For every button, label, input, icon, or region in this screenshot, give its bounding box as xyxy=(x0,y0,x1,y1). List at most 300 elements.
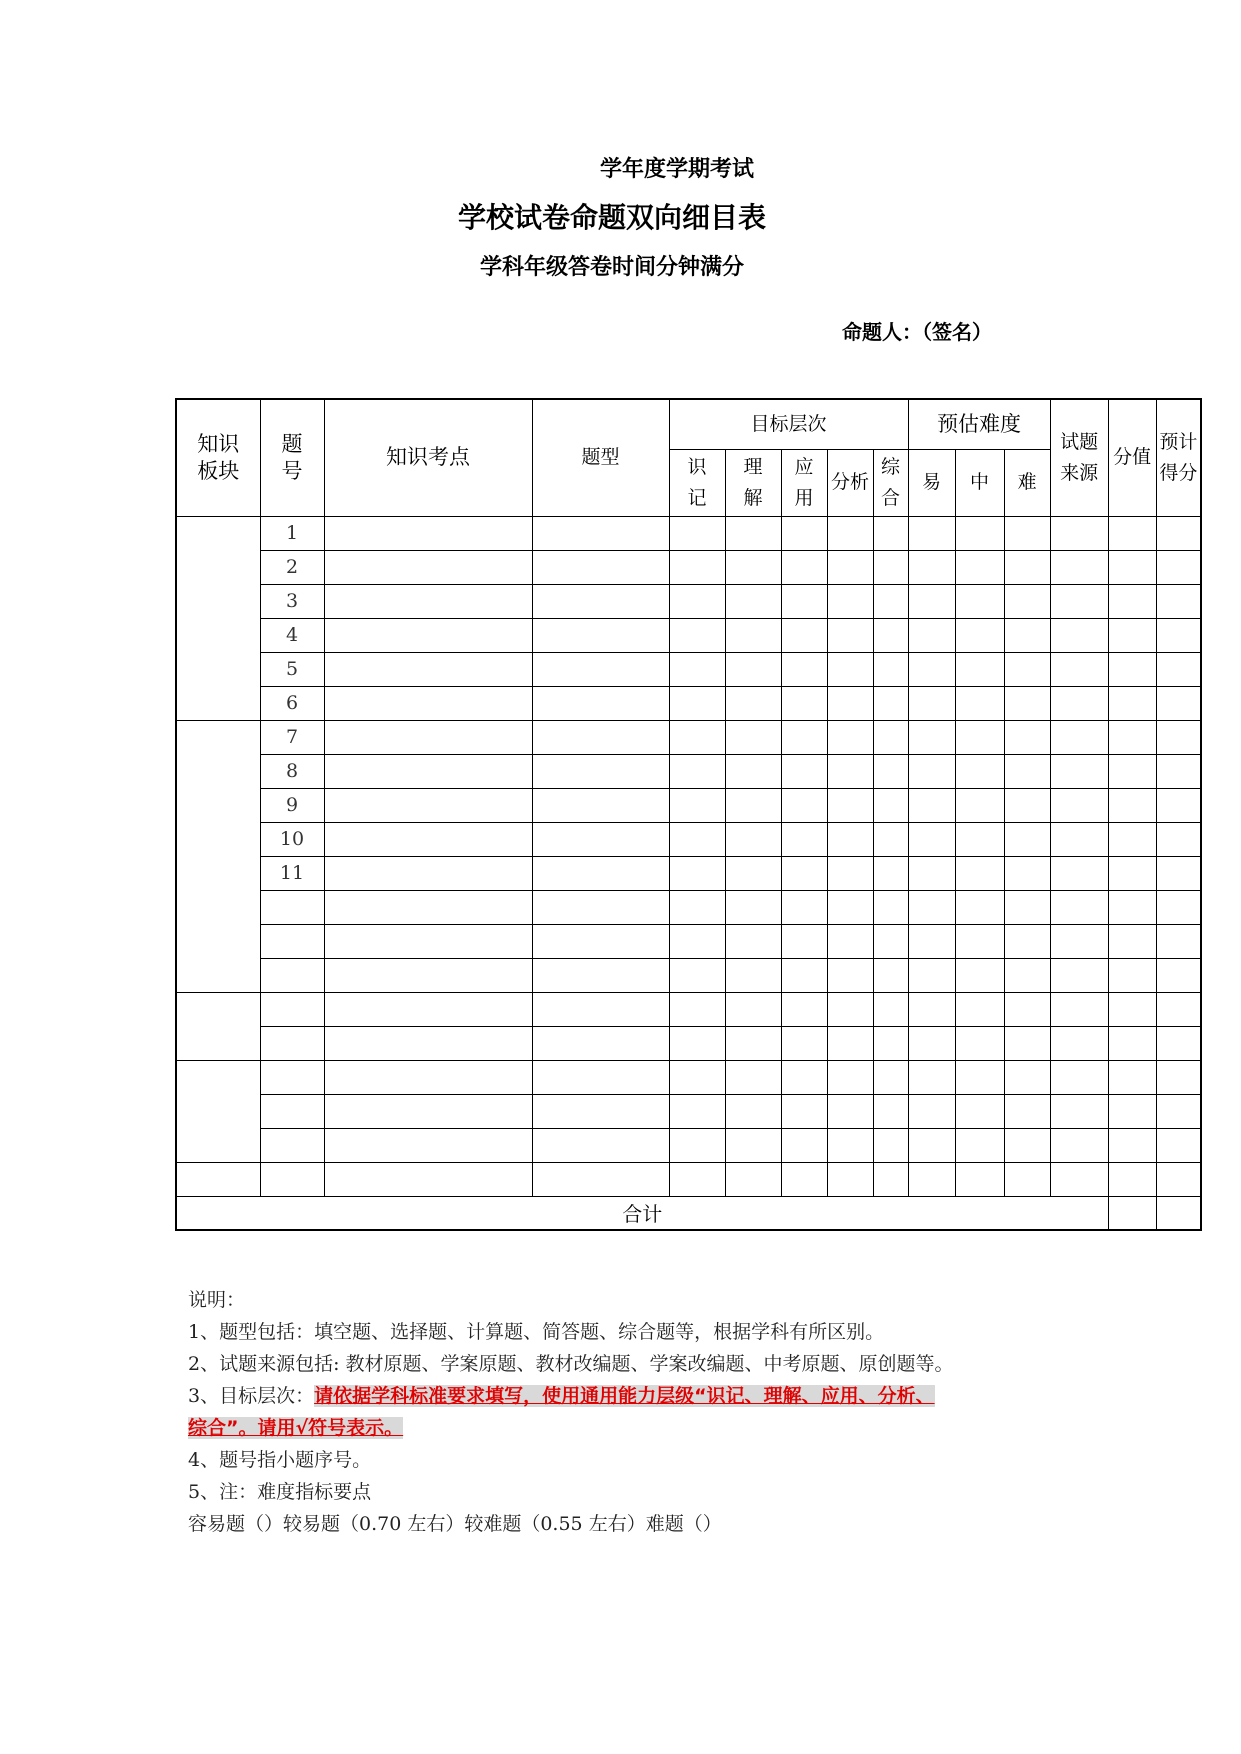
table-cell xyxy=(324,822,532,856)
table-cell xyxy=(669,822,725,856)
table-cell xyxy=(1050,516,1108,550)
table-cell xyxy=(781,1026,827,1060)
table-cell xyxy=(827,788,873,822)
table-cell xyxy=(1156,890,1201,924)
table-cell xyxy=(324,924,532,958)
question-number-cell xyxy=(260,1094,324,1128)
note-2: 2、试题来源包括: 教材原题、学案原题、教材改编题、学案改编题、中考原题、原创题等。 xyxy=(188,1353,954,1375)
total-label: 合计 xyxy=(176,1196,1108,1230)
table-cell xyxy=(532,822,669,856)
table-cell xyxy=(725,1060,781,1094)
table-cell xyxy=(725,720,781,754)
table-cell xyxy=(827,924,873,958)
table-cell xyxy=(1004,584,1050,618)
table-cell xyxy=(1108,1060,1156,1094)
table-cell xyxy=(955,584,1004,618)
header-score: 分值 xyxy=(1108,399,1156,516)
table-cell xyxy=(324,686,532,720)
table-cell xyxy=(955,958,1004,992)
table-cell xyxy=(827,618,873,652)
question-number-cell: 4 xyxy=(260,618,324,652)
table-cell xyxy=(532,686,669,720)
header-question-no: 题号 xyxy=(260,399,324,516)
table-cell xyxy=(827,1026,873,1060)
header-difficulty: 预估难度 xyxy=(908,399,1050,449)
table-cell xyxy=(532,1162,669,1196)
question-number-cell: 9 xyxy=(260,788,324,822)
table-cell xyxy=(781,1128,827,1162)
table-cell xyxy=(1004,958,1050,992)
subject-info-line: 学科年级答卷时间分钟满分 xyxy=(480,255,745,280)
table-cell xyxy=(1108,618,1156,652)
table-cell xyxy=(532,1026,669,1060)
total-row xyxy=(176,1196,1201,1230)
table-title: 学校试卷命题双向细目表 xyxy=(458,201,767,234)
table-cell xyxy=(1004,1162,1050,1196)
table-cell xyxy=(1156,516,1201,550)
table-cell xyxy=(725,1026,781,1060)
table-cell xyxy=(908,1060,955,1094)
table-cell xyxy=(669,618,725,652)
table-cell xyxy=(955,1026,1004,1060)
table-cell xyxy=(827,652,873,686)
total-cell xyxy=(1156,1196,1201,1230)
table-cell xyxy=(1050,1026,1108,1060)
table-row xyxy=(176,754,1201,788)
table-cell xyxy=(1108,822,1156,856)
table-cell xyxy=(532,1060,669,1094)
table-cell xyxy=(781,516,827,550)
table-cell xyxy=(324,958,532,992)
question-number-cell xyxy=(260,1128,324,1162)
table-cell xyxy=(725,890,781,924)
table-cell xyxy=(669,550,725,584)
table-cell xyxy=(260,1162,324,1196)
table-cell xyxy=(725,550,781,584)
table-cell xyxy=(827,686,873,720)
table-cell xyxy=(725,1128,781,1162)
table-cell xyxy=(669,958,725,992)
table-cell xyxy=(1050,924,1108,958)
table-cell xyxy=(1108,992,1156,1026)
table-cell xyxy=(873,856,908,890)
table-cell xyxy=(532,1094,669,1128)
table-cell xyxy=(908,652,955,686)
table-cell xyxy=(781,652,827,686)
table-cell xyxy=(827,754,873,788)
table-cell xyxy=(532,924,669,958)
table-cell xyxy=(669,652,725,686)
table-cell xyxy=(1156,1060,1201,1094)
table-cell xyxy=(908,516,955,550)
question-number-cell xyxy=(260,1026,324,1060)
table-cell xyxy=(955,1128,1004,1162)
table-cell xyxy=(1050,958,1108,992)
table-cell xyxy=(669,754,725,788)
note-3 xyxy=(188,1380,1148,1412)
table-cell xyxy=(324,1094,532,1128)
table-cell xyxy=(669,992,725,1026)
table-cell xyxy=(873,652,908,686)
table-cell xyxy=(1108,516,1156,550)
header-question-type: 题型 xyxy=(532,399,669,516)
header-level-apply: 应用 xyxy=(781,449,827,516)
table-cell xyxy=(725,686,781,720)
table-cell xyxy=(1050,584,1108,618)
table-cell xyxy=(1004,1094,1050,1128)
table-cell xyxy=(1156,652,1201,686)
note-4: 4、题号指小题序号。 xyxy=(188,1449,372,1471)
question-number-cell xyxy=(176,1162,260,1196)
table-cell xyxy=(781,1162,827,1196)
table-cell xyxy=(781,890,827,924)
table-cell xyxy=(1108,1128,1156,1162)
table-cell xyxy=(1050,1060,1108,1094)
table-cell xyxy=(781,1094,827,1128)
header-knowledge-point: 知识考点 xyxy=(324,399,532,516)
table-cell xyxy=(908,788,955,822)
table-row xyxy=(176,1026,1201,1060)
table-cell xyxy=(781,754,827,788)
question-number-cell: 2 xyxy=(260,550,324,584)
question-number-cell: 5 xyxy=(260,652,324,686)
table-cell xyxy=(781,550,827,584)
exam-term-title: 学年度学期考试 xyxy=(600,157,755,182)
table-cell xyxy=(532,584,669,618)
table-cell xyxy=(725,618,781,652)
table-cell xyxy=(827,584,873,618)
table-cell xyxy=(1108,788,1156,822)
table-cell xyxy=(324,1128,532,1162)
table-cell xyxy=(725,822,781,856)
table-cell xyxy=(827,1094,873,1128)
table-row xyxy=(176,720,1201,754)
table-row xyxy=(176,856,1201,890)
table-cell xyxy=(1156,1094,1201,1128)
notes-section xyxy=(188,1284,1148,1540)
table-cell xyxy=(1156,618,1201,652)
table-cell xyxy=(725,788,781,822)
table-cell xyxy=(532,1128,669,1162)
table-cell xyxy=(1156,584,1201,618)
header-level-memorize: 识记 xyxy=(669,449,725,516)
table-row xyxy=(176,1060,1201,1094)
table-cell xyxy=(1004,890,1050,924)
table-row xyxy=(176,1162,1201,1196)
signer-line: 命题人：（签名） xyxy=(842,320,992,344)
table-cell xyxy=(1004,550,1050,584)
table-row xyxy=(176,652,1201,686)
note-5: 5、注：难度指标要点 xyxy=(188,1481,372,1503)
table-row xyxy=(176,788,1201,822)
table-cell xyxy=(324,720,532,754)
table-cell xyxy=(725,992,781,1026)
table-cell xyxy=(873,1060,908,1094)
table-cell xyxy=(1108,1026,1156,1060)
table-cell xyxy=(1156,720,1201,754)
question-number-cell xyxy=(260,992,324,1026)
table-cell xyxy=(1156,686,1201,720)
table-cell xyxy=(955,822,1004,856)
table-cell xyxy=(827,822,873,856)
table-cell xyxy=(827,890,873,924)
table-cell xyxy=(781,856,827,890)
table-cell xyxy=(955,1162,1004,1196)
table-cell xyxy=(1050,652,1108,686)
table-cell xyxy=(324,856,532,890)
question-number-cell xyxy=(260,958,324,992)
table-cell xyxy=(781,1060,827,1094)
table-cell xyxy=(955,856,1004,890)
table-cell xyxy=(781,992,827,1026)
table-cell xyxy=(1004,1128,1050,1162)
table-cell xyxy=(532,754,669,788)
table-cell xyxy=(827,1162,873,1196)
table-cell xyxy=(955,618,1004,652)
table-cell xyxy=(781,720,827,754)
table-cell xyxy=(908,992,955,1026)
table-cell xyxy=(324,1060,532,1094)
table-cell xyxy=(873,1162,908,1196)
table-cell xyxy=(324,890,532,924)
table-cell xyxy=(1108,890,1156,924)
table-cell xyxy=(1004,652,1050,686)
table-row xyxy=(176,618,1201,652)
table-cell xyxy=(669,1094,725,1128)
table-cell xyxy=(955,1094,1004,1128)
table-cell xyxy=(908,822,955,856)
question-number-cell: 10 xyxy=(260,822,324,856)
table-cell xyxy=(827,550,873,584)
header-diff-hard: 难 xyxy=(1004,449,1050,516)
table-cell xyxy=(873,958,908,992)
table-cell xyxy=(532,788,669,822)
header-diff-easy: 易 xyxy=(908,449,955,516)
table-cell xyxy=(908,720,955,754)
question-number-cell: 7 xyxy=(260,720,324,754)
table-cell xyxy=(1004,856,1050,890)
table-cell xyxy=(532,516,669,550)
table-cell xyxy=(725,924,781,958)
table-cell xyxy=(873,584,908,618)
table-cell xyxy=(669,890,725,924)
table-cell xyxy=(908,686,955,720)
table-cell xyxy=(781,788,827,822)
table-cell xyxy=(955,924,1004,958)
table-row xyxy=(176,584,1201,618)
specification-table xyxy=(175,398,1202,1231)
table-cell xyxy=(1108,754,1156,788)
table-cell xyxy=(873,1026,908,1060)
table-cell xyxy=(781,584,827,618)
table-cell xyxy=(324,992,532,1026)
note-6: 容易题（）较易题（0.70 左右）较难题（0.55 左右）难题（） xyxy=(188,1513,722,1535)
knowledge-block-cell xyxy=(176,1060,260,1162)
table-cell xyxy=(1108,584,1156,618)
table-cell xyxy=(1156,992,1201,1026)
table-cell xyxy=(1050,890,1108,924)
table-cell xyxy=(324,618,532,652)
table-cell xyxy=(669,584,725,618)
header-source: 试题来源 xyxy=(1050,399,1108,516)
header-level-synthesize: 综合 xyxy=(873,449,908,516)
table-cell xyxy=(1004,1026,1050,1060)
table-cell xyxy=(1156,958,1201,992)
table-cell xyxy=(955,992,1004,1026)
table-cell xyxy=(873,720,908,754)
table-cell xyxy=(1004,788,1050,822)
table-row xyxy=(176,924,1201,958)
question-number-cell: 6 xyxy=(260,686,324,720)
table-cell xyxy=(1050,686,1108,720)
table-cell xyxy=(532,856,669,890)
table-cell xyxy=(908,584,955,618)
table-cell xyxy=(532,652,669,686)
table-cell xyxy=(532,550,669,584)
table-cell xyxy=(1108,856,1156,890)
table-cell xyxy=(1108,924,1156,958)
header-level-analyze: 分析 xyxy=(827,449,873,516)
question-number-cell: 1 xyxy=(260,516,324,550)
table-row xyxy=(176,550,1201,584)
table-row xyxy=(176,516,1201,550)
table-cell xyxy=(781,686,827,720)
table-cell xyxy=(908,754,955,788)
table-cell xyxy=(827,856,873,890)
table-cell xyxy=(873,550,908,584)
table-cell xyxy=(725,652,781,686)
table-cell xyxy=(1050,1162,1108,1196)
total-cell xyxy=(1108,1196,1156,1230)
table-row xyxy=(176,1128,1201,1162)
table-cell xyxy=(908,1026,955,1060)
table-cell xyxy=(1156,788,1201,822)
question-number-cell: 8 xyxy=(260,754,324,788)
knowledge-block-cell xyxy=(176,720,260,992)
question-number-cell: 11 xyxy=(260,856,324,890)
table-cell xyxy=(827,1060,873,1094)
table-cell xyxy=(669,788,725,822)
table-cell xyxy=(669,856,725,890)
table-cell xyxy=(725,958,781,992)
table-cell xyxy=(725,584,781,618)
table-cell xyxy=(827,720,873,754)
table-cell xyxy=(908,924,955,958)
table-cell xyxy=(1004,754,1050,788)
table-cell xyxy=(1004,720,1050,754)
table-cell xyxy=(1004,686,1050,720)
knowledge-block-cell xyxy=(176,516,260,720)
table-cell xyxy=(908,550,955,584)
table-cell xyxy=(1108,1162,1156,1196)
table-cell xyxy=(1156,856,1201,890)
table-cell xyxy=(1050,1094,1108,1128)
table-cell xyxy=(669,1162,725,1196)
question-number-cell xyxy=(260,924,324,958)
table-cell xyxy=(827,516,873,550)
table-cell xyxy=(532,890,669,924)
table-cell xyxy=(873,890,908,924)
table-cell xyxy=(725,1162,781,1196)
table-row xyxy=(176,1094,1201,1128)
table-cell xyxy=(908,1094,955,1128)
header-expected-score: 预计得分 xyxy=(1156,399,1201,516)
table-cell xyxy=(1050,788,1108,822)
table-cell xyxy=(1108,686,1156,720)
table-cell xyxy=(1004,924,1050,958)
table-row xyxy=(176,890,1201,924)
table-cell xyxy=(1004,822,1050,856)
question-number-cell: 3 xyxy=(260,584,324,618)
table-row xyxy=(176,686,1201,720)
table-cell xyxy=(908,890,955,924)
table-cell xyxy=(908,618,955,652)
table-cell xyxy=(532,958,669,992)
table-cell xyxy=(669,924,725,958)
note-3-cont xyxy=(188,1412,1148,1444)
table-cell xyxy=(781,822,827,856)
table-cell xyxy=(781,924,827,958)
table-cell xyxy=(725,754,781,788)
table-cell xyxy=(1050,550,1108,584)
table-cell xyxy=(908,856,955,890)
table-cell xyxy=(1050,1128,1108,1162)
table-cell xyxy=(324,652,532,686)
table-cell xyxy=(1050,754,1108,788)
table-cell xyxy=(781,618,827,652)
table-cell xyxy=(324,550,532,584)
header-knowledge-block: 知识板块 xyxy=(176,399,260,516)
table-cell xyxy=(324,516,532,550)
table-cell xyxy=(1004,992,1050,1026)
table-cell xyxy=(908,958,955,992)
table-cell xyxy=(532,618,669,652)
table-cell xyxy=(1156,1128,1201,1162)
table-cell xyxy=(324,788,532,822)
notes-title: 说明： xyxy=(188,1289,246,1311)
table-row xyxy=(176,958,1201,992)
table-cell xyxy=(873,992,908,1026)
table-cell xyxy=(1050,856,1108,890)
table-cell xyxy=(873,754,908,788)
question-number-cell xyxy=(260,890,324,924)
table-cell xyxy=(1050,822,1108,856)
table-cell xyxy=(1050,720,1108,754)
table-cell xyxy=(908,1162,955,1196)
table-cell xyxy=(1156,754,1201,788)
table-cell xyxy=(1108,550,1156,584)
table-cell xyxy=(873,822,908,856)
table-cell xyxy=(955,788,1004,822)
table-cell xyxy=(1156,822,1201,856)
table-cell xyxy=(324,1162,532,1196)
table-cell xyxy=(955,720,1004,754)
table-cell xyxy=(873,1094,908,1128)
note-1: 1、题型包括：填空题、选择题、计算题、简答题、综合题等，根据学科有所区别。 xyxy=(188,1321,885,1343)
table-cell xyxy=(955,550,1004,584)
table-cell xyxy=(1004,1060,1050,1094)
table-cell xyxy=(1108,1094,1156,1128)
question-number-cell xyxy=(260,1060,324,1094)
table-cell xyxy=(1108,958,1156,992)
table-cell xyxy=(873,618,908,652)
table-row xyxy=(176,992,1201,1026)
table-cell xyxy=(873,516,908,550)
table-cell xyxy=(532,720,669,754)
table-cell xyxy=(324,584,532,618)
table-cell xyxy=(1108,720,1156,754)
table-cell xyxy=(725,516,781,550)
